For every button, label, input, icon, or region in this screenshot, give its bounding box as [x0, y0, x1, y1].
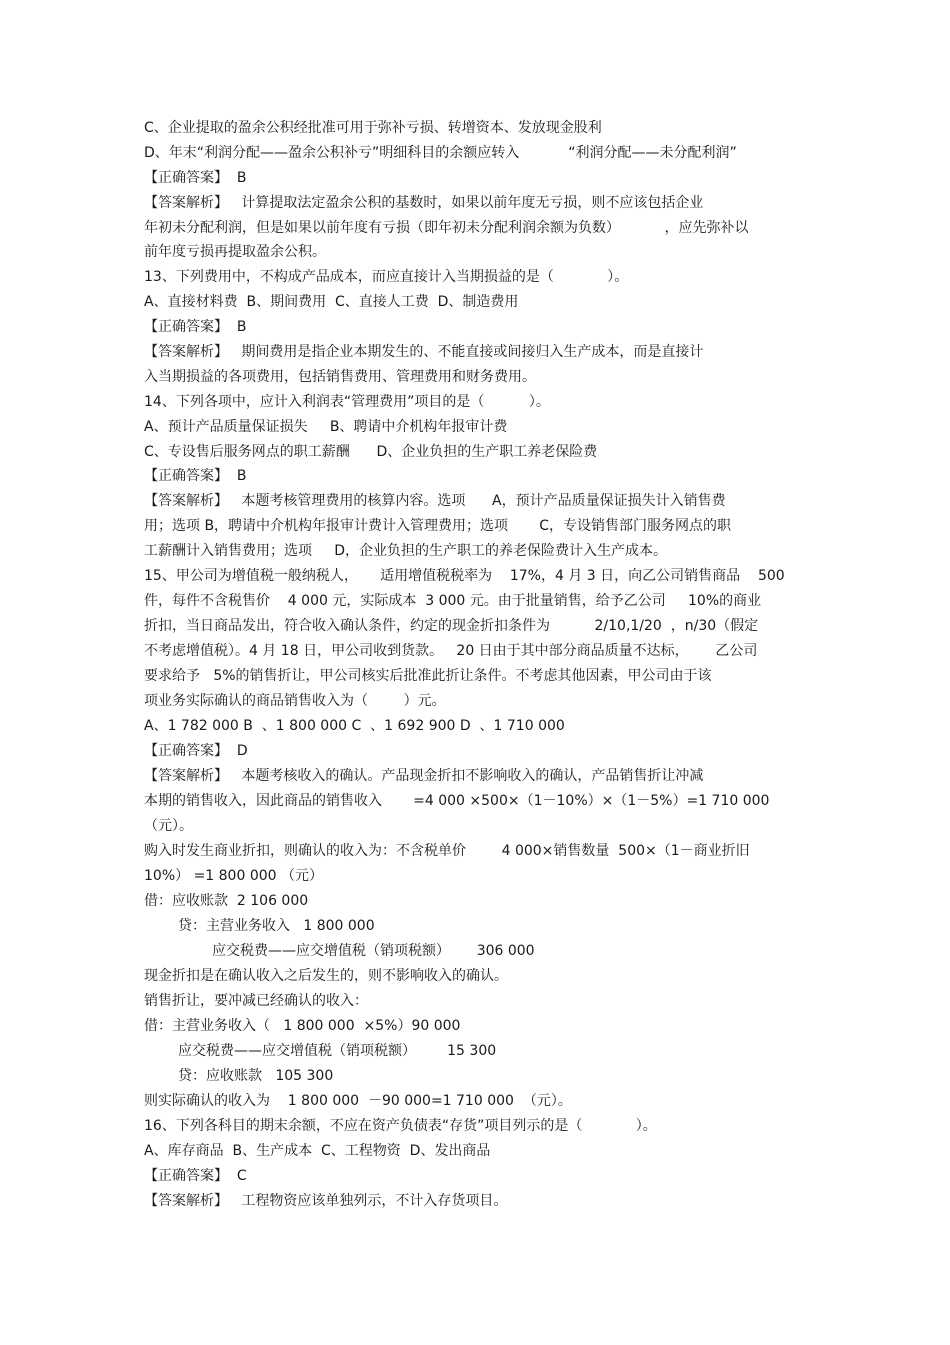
- correct-answer-16: 【正确答案】 C: [144, 1168, 247, 1184]
- explanation-12-line-2: 年初未分配利润，但是如果以前年度有亏损（即年初未分配利润余额为负数） ，应先弥补以: [144, 220, 749, 236]
- explanation-13-line-2: 入当期损益的各项费用，包括销售费用、管理费用和财务费用。: [144, 369, 536, 385]
- explanation-15-line-1: 【答案解析】 本题考核收入的确认。产品现金折扣不影响收入的确认，产品销售折让冲减: [144, 768, 704, 784]
- option-d-text: D、年末“利润分配——盈余公积补亏”明细科目的余额应转入 “利润分配——未分配利润”: [144, 145, 737, 161]
- explanation-12-line-1: 【答案解析】 计算提取法定盈余公积的基数时，如果以前年度无亏损，则不应该包括企业: [144, 195, 704, 211]
- sales-allowance-note: 销售折让，要冲减已经确认的收入：: [144, 993, 368, 1009]
- correct-answer-12: 【正确答案】 B: [144, 170, 247, 186]
- explanation-15-line-5: 10%） =1 800 000 （元）: [144, 868, 323, 884]
- correct-answer-14: 【正确答案】 B: [144, 468, 247, 484]
- question-15-line-6: 项业务实际确认的商品销售收入为（ ）元。: [144, 693, 446, 709]
- question-13-options: A、直接材料费 B、期间费用 C、直接人工费 D、制造费用: [144, 294, 519, 310]
- explanation-13-line-1: 【答案解析】 期间费用是指企业本期发生的、不能直接或间接归入生产成本，而是直接计: [144, 344, 704, 360]
- question-16-options: A、库存商品 B、生产成本 C、工程物资 D、发出商品: [144, 1143, 491, 1159]
- journal-debit-revenue: 借：主营业务收入（ 1 800 000 ×5%）90 000: [144, 1018, 461, 1034]
- question-15-line-2: 件，每件不含税售价 4 000 元，实际成本 3 000 元。由于批量销售，给予乙公司 10%的商业: [144, 593, 762, 609]
- explanation-15-line-4: 购入时发生商业折扣，则确认的收入为：不含税单价 4 000×销售数量 500×（1－商业折旧: [144, 843, 750, 859]
- explanation-14-line-2: 用；选项 B，聘请中介机构年报审计费计入管理费用；选项 C，专设销售部门服务网点的职: [144, 518, 731, 534]
- explanation-12-line-3: 前年度亏损再提取盈余公积。: [144, 244, 326, 260]
- question-14-options-ab: A、预计产品质量保证损失 B、聘请中介机构年报审计费: [144, 419, 508, 435]
- option-c-text: C、企业提取的盈余公积经批准可用于弥补亏损、转增资本、发放现金股利: [144, 120, 602, 136]
- question-15-line-1: 15、甲公司为增值税一般纳税人， 适用增值税税率为 17%，4 月 3 日，向乙公司销售商品 500: [144, 568, 785, 584]
- question-14-options-cd: C、专设售后服务网点的职工薪酬 D、企业负担的生产职工养老保险费: [144, 444, 598, 460]
- explanation-16: 【答案解析】 工程物资应该单独列示，不计入存货项目。: [144, 1193, 508, 1209]
- journal-debit-vat: 应交税费——应交增值税（销项税额） 15 300: [178, 1043, 497, 1059]
- explanation-15-line-3: （元）。: [144, 818, 193, 834]
- explanation-14-line-1: 【答案解析】 本题考核管理费用的核算内容。选项 A，预计产品质量保证损失计入销售费: [144, 493, 726, 509]
- correct-answer-15: 【正确答案】 D: [144, 743, 248, 759]
- question-14: 14、下列各项中，应计入利润表“管理费用”项目的是（ ）。: [144, 394, 550, 410]
- question-15-line-5: 要求给予 5%的销售折让，甲公司核实后批准此折让条件。不考虑其他因素，甲公司由于该: [144, 668, 712, 684]
- journal-debit-receivable: 借：应收账款 2 106 000: [144, 893, 309, 909]
- question-15-line-3: 折扣，当日商品发出，符合收入确认条件，约定的现金折扣条件为 2/10,1/20 ，n/30（假定: [144, 618, 759, 634]
- journal-credit-vat: 应交税费——应交增值税（销项税额） 306 000: [212, 943, 535, 959]
- cash-discount-note: 现金折扣是在确认收入之后发生的，则不影响收入的确认。: [144, 968, 508, 984]
- question-15-line-4: 不考虑增值税）。4 月 18 日，甲公司收到货款。 20 日由于其中部分商品质量不达标， 乙公司: [144, 643, 758, 659]
- actual-revenue-note: 则实际确认的收入为 1 800 000 －90 000=1 710 000 （元）。: [144, 1093, 572, 1109]
- correct-answer-13: 【正确答案】 B: [144, 319, 247, 335]
- journal-credit-revenue: 贷：主营业务收入 1 800 000: [178, 918, 375, 934]
- explanation-15-line-2: 本期的销售收入，因此商品的销售收入 =4 000 ×500×（1－10%）×（1－5%）=1 710 000: [144, 793, 770, 809]
- journal-credit-receivable: 贷：应收账款 105 300: [178, 1068, 334, 1084]
- question-15-options: A、1 782 000 B 、1 800 000 C 、1 692 900 D 、1 710 000: [144, 718, 565, 734]
- question-13: 13、下列费用中，不构成产品成本，而应直接计入当期损益的是（ ）。: [144, 269, 629, 285]
- explanation-14-line-3: 工薪酬计入销售费用；选项 D，企业负担的生产职工的养老保险费计入生产成本。: [144, 543, 668, 559]
- question-16: 16、下列各科目的期末余额，不应在资产负债表“存货”项目列示的是（ ）。: [144, 1118, 657, 1134]
